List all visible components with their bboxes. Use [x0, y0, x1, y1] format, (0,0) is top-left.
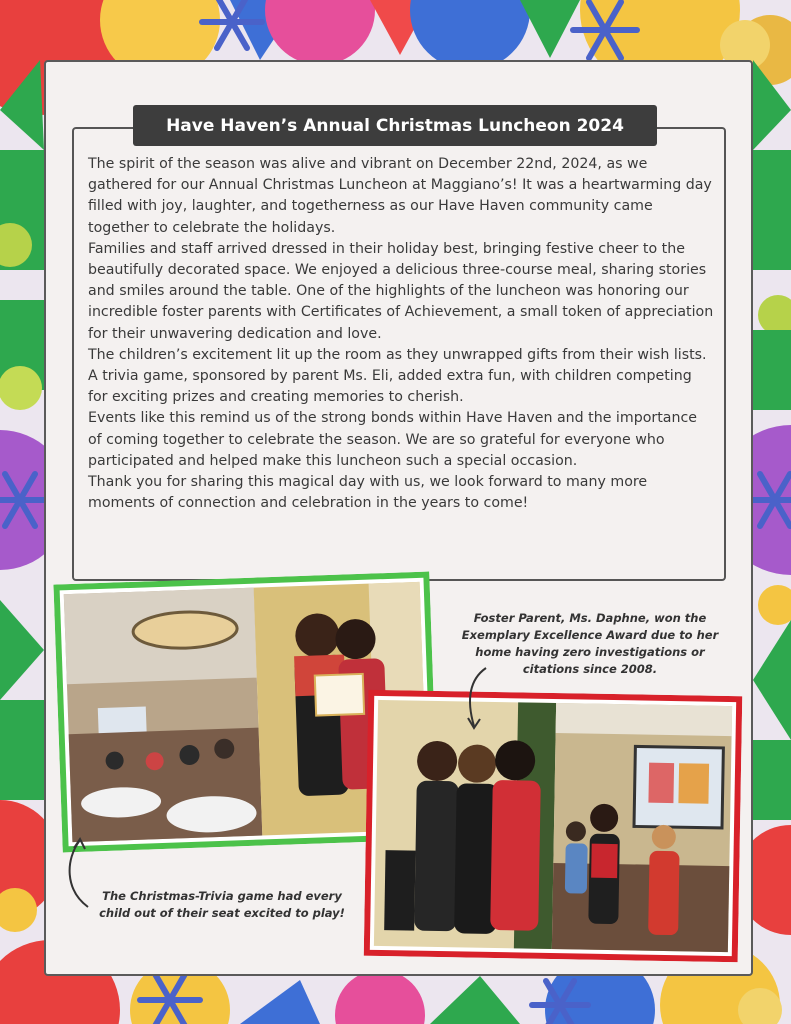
- paragraph-families: Families and staff arrived dressed in their holiday best, bringing festive cheer to the beautifully decorated space. We enjoyed a delicious three-course meal, sharing stories and smiles around the table. One of the highlights of the luncheon was honoring our incredible foster parents with Certificates of Achievement, a small token of appreciation for their unwavering dedication and love.: [88, 240, 714, 342]
- trivia-caption: The Christmas-Trivia game had every child out of their seat excited to play!: [99, 889, 345, 920]
- article-body: [88, 154, 714, 514]
- paragraph-intro: The spirit of the season was alive and vibrant on December 22nd, 2024, as we gathered for our Annual Christmas Luncheon at Maggiano’s! It was a heartwarming day filled with joy, laughter, and togetherness as our Have Haven community came together to celebrate the holidays.: [88, 156, 712, 236]
- award-caption: Foster Parent, Ms. Daphne, won the Exemplary Excellence Award due to her home having zero investigations or citations since 2008.: [461, 611, 719, 676]
- award-photo-collage: [364, 690, 743, 962]
- paragraph-events: Events like this remind us of the strong bonds within Have Haven and the importance of coming together to celebrate the season. We are so grateful for everyone who participated and helped make this luncheon such a special occasion.: [88, 410, 697, 469]
- paragraph-thanks: Thank you for sharing this magical day with us, we look forward to many more moments of connection and celebration in the years to come!: [88, 474, 648, 512]
- article-title: Have Haven’s Annual Christmas Luncheon 2024: [133, 105, 657, 146]
- paragraph-children: The children’s excitement lit up the room as they unwrapped gifts from their wish lists. A trivia game, sponsored by parent Ms. Eli, added extra fun, with children competing for exciting prizes and creating memories to cherish.: [88, 346, 707, 406]
- award-photo-collage-image: [364, 690, 743, 962]
